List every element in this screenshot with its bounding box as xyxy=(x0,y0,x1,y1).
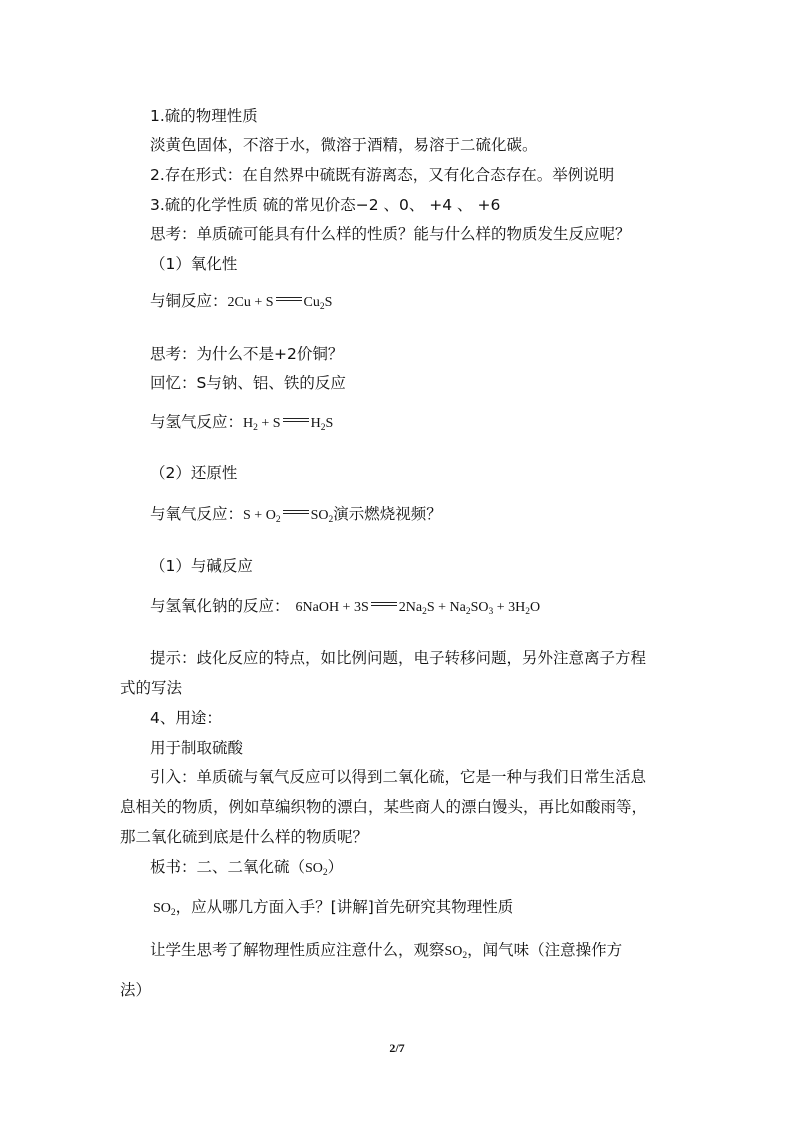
text-line: $SO_2$，应从哪几方面入手？[讲解]首先研究其物理性质 xyxy=(153,898,514,918)
text-line: 淡黄色固体，不溶于水，微溶于酒精，易溶于二硫化碳。 xyxy=(150,136,538,154)
heading-physical-properties: 1.硫的物理性质 xyxy=(150,107,258,125)
chemical-equation: $H_2 + S$ $H_2S$ xyxy=(243,416,334,433)
intro-line: 引入：单质硫与氧气反应可以得到二氧化硫，它是一种与我们日常生活息 xyxy=(150,768,647,786)
heading-uses: 4、用途： xyxy=(150,709,222,727)
text-line: 思考：单质硫可能具有什么样的性质？能与什么样的物质发生反应呢？ xyxy=(150,225,631,243)
text-line: 用于制取硫酸 xyxy=(150,739,244,757)
chemical-equation: 6NaOH + 3S $2Na_2S + Na_2SO_3 + 3H_2O$ xyxy=(295,600,541,617)
reaction-label: 与铜反应： xyxy=(150,292,228,310)
equals-sign-icon xyxy=(283,510,309,515)
subheading-oxidizing: （1）氧化性 xyxy=(150,255,238,273)
equals-sign-icon xyxy=(276,297,302,302)
reaction-copper xyxy=(150,291,332,313)
reaction-label: 与氢气反应： xyxy=(150,413,244,431)
text-line: 让学生思考了解物理性质应注意什么，观察$SO_2$，闻气味（注意操作方 xyxy=(150,941,623,961)
reaction-oxygen xyxy=(150,504,442,526)
intro-line: 那二氧化硫到底是什么样的物质呢？ xyxy=(120,828,369,846)
chemical-equation: 2Cu + S $Cu_2S$ xyxy=(227,295,333,312)
page-number: 2/7 xyxy=(389,1041,405,1055)
reaction-hydrogen xyxy=(150,412,333,434)
text-line: 法） xyxy=(120,981,152,999)
reaction-label: 与氢氧化钠的反应： xyxy=(150,597,290,615)
reaction-naoh xyxy=(150,596,540,618)
subheading-base-reaction: （1）与碱反应 xyxy=(150,557,253,575)
text-line: 回忆：S与钠、铝、铁的反应 xyxy=(150,374,346,392)
intro-line: 息相关的物质，例如草编织物的漂白，某些商人的漂白馒头，再比如酸雨等， xyxy=(120,798,648,816)
subheading-reducing: （2）还原性 xyxy=(150,464,238,482)
reaction-label: 与氧气反应： xyxy=(150,505,244,523)
equals-sign-icon xyxy=(283,418,309,423)
hint-line: 式的写法 xyxy=(120,679,183,697)
board-heading: 板书：二、二氧化硫$(SO_2)$ xyxy=(150,858,344,878)
equals-sign-icon xyxy=(371,602,397,607)
heading-chemical-properties: 3.硫的化学性质 硫的常见价态−2 、0、 +4 、 +6 xyxy=(150,196,501,214)
chemical-equation: $S + O_2$ $SO_2$ xyxy=(243,508,334,525)
hint-line: 提示：歧化反应的特点，如比例问题，电子转移问题，另外注意离子方程 xyxy=(150,649,647,667)
text-line: 思考：为什么不是+2价铜？ xyxy=(150,345,344,363)
reaction-note: 演示燃烧视频？ xyxy=(333,505,442,523)
heading-existence: 2.存在形式：在自然界中硫既有游离态，又有化合态存在。举例说明 xyxy=(150,166,615,184)
